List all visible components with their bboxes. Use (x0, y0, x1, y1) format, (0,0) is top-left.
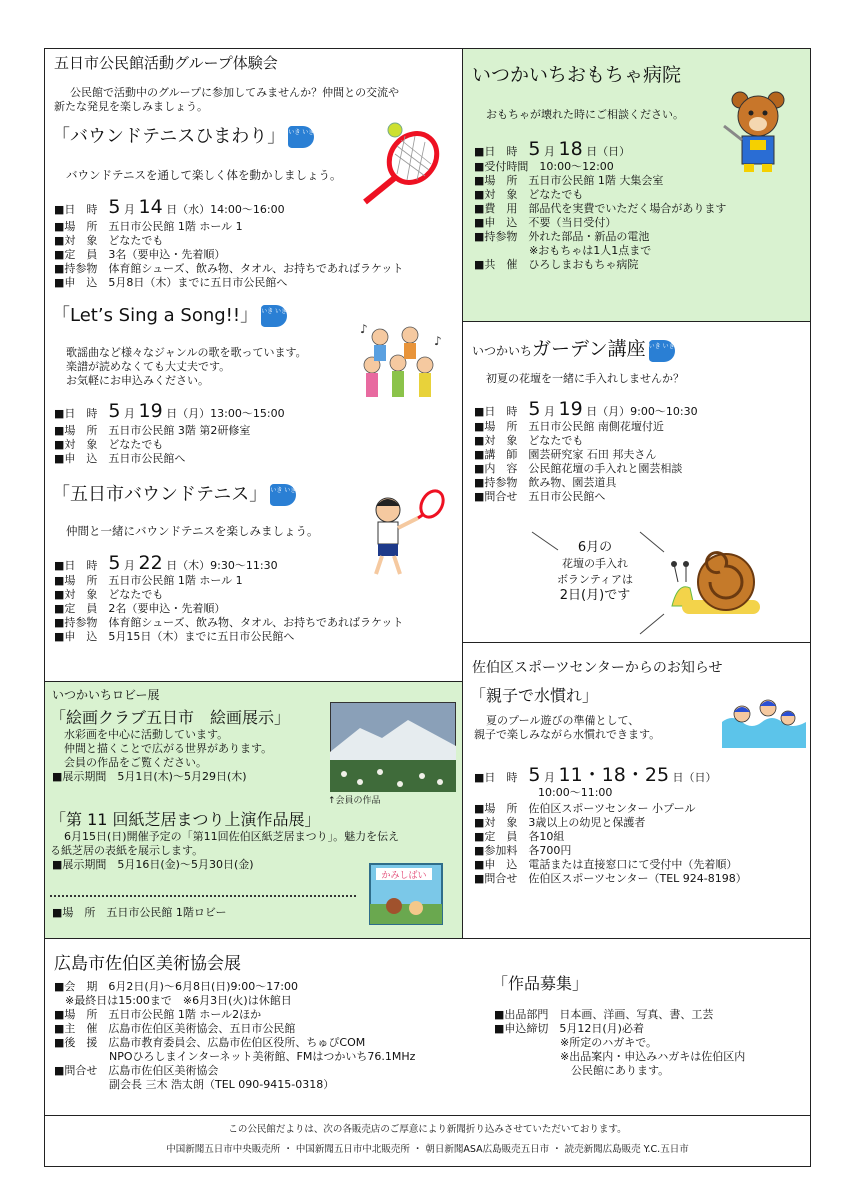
svg-text:♪: ♪ (360, 322, 368, 336)
song-desc-3: お気軽にお申込みください。 (66, 374, 209, 387)
tennis-racket-image (355, 118, 450, 208)
lobby-desc-1a: 水彩画を中心に活動しています。 (64, 728, 229, 741)
sports-row: ■場 所 佐伯区スポーツセンター 小プール (474, 802, 696, 815)
lobby-desc-1b: 仲間と描くことで広がる世界があります。 (64, 742, 273, 755)
toy-month-unit: 月 (544, 145, 555, 158)
garden-title-big: ガーデン講座 (532, 338, 646, 360)
svg-text:♪: ♪ (434, 334, 442, 348)
sports-row: ■参加料 各700円 (474, 844, 572, 857)
lobby-desc-1c: 会員の作品をご覧ください。 (64, 756, 207, 769)
tennis-desc: バウンドテニスを通して楽しく体を動かしましょう。 (66, 168, 342, 182)
garden-date (474, 398, 698, 420)
garden-day: 19 (558, 398, 583, 420)
recruit-title: 「作品募集」 (492, 974, 589, 993)
ikiiki-badge: いき いき (261, 305, 287, 327)
toy-details (474, 160, 726, 272)
art-row: 副会長 三木 浩太朗（TEL 090-9415-0318） (54, 1078, 335, 1091)
toy-date-label: ■日 時 (474, 145, 518, 158)
snail-image (668, 542, 768, 620)
toy-title: いつかいちおもちゃ病院 (472, 64, 682, 86)
sports-month-unit: 月 (544, 771, 555, 784)
recruit-row: ※所定のハガキで。 (494, 1036, 657, 1049)
toy-row: ■受付時間 10:00〜12:00 (474, 160, 614, 173)
tennis-date (54, 196, 285, 218)
footer-line-2: 中国新聞五日市中央販売所 ・ 中国新聞五日市中北販売所 ・ 朝日新聞ASA広島販売五日市 ・ 読売新聞広島販売 Y.C.五日市 (166, 1144, 689, 1155)
tennis-row: ■対 象 どなたでも (54, 234, 164, 247)
lobby-desc-2b: る紙芝居の表紙を展示します。 (50, 844, 204, 857)
sports-date (474, 760, 717, 787)
song-details (54, 424, 250, 466)
bound-title (52, 484, 296, 507)
garden-note (540, 540, 650, 604)
tennis-month: 5 (108, 196, 121, 218)
bound-details (54, 574, 403, 644)
song-day: 19 (138, 400, 163, 422)
footer-box (44, 1115, 811, 1167)
tennis-day: 14 (138, 196, 163, 218)
toy-desc: おもちゃが壊れた時にご相談ください。 (486, 108, 684, 121)
sports-row: ■問合せ 佐伯区スポーツセンター（TEL 924-8198） (474, 872, 747, 885)
recruit-row: ■申込締切 5月12日(月)必着 (494, 1022, 644, 1035)
sports-sub: 「親子で水慣れ」 (470, 686, 599, 705)
sports-details (474, 802, 747, 886)
footer-line-1: この公民館だよりは、次の各販売店のご厚意により新聞折り込みさせていただいております。 (228, 1124, 627, 1135)
bound-date (54, 552, 278, 574)
song-month-unit: 月 (124, 407, 135, 420)
ikiiki-badge: いき いき (270, 484, 296, 506)
recruit-details (494, 1008, 745, 1078)
toy-date (474, 138, 630, 160)
tennis-row: ■場 所 五日市公民館 1階 ホール 1 (54, 220, 243, 233)
song-row: ■申 込 五日市公民館へ (54, 452, 186, 465)
note-line: ボランティアは (556, 573, 634, 586)
bound-date-label: ■日 時 (54, 559, 98, 572)
lobby-period-2: ■展示期間 5月16日(金)〜5月30日(金) (52, 858, 254, 871)
bound-day-unit: 日（木）9:30〜11:30 (166, 559, 278, 572)
tennis-details (54, 220, 403, 290)
tennis-row: ■申 込 5月8日（木）までに五日市公民館へ (54, 276, 288, 289)
lobby-divider (50, 895, 356, 897)
tennis-row: ■持参物 体育館シューズ、飲み物、タオル、お持ちであればラケット (54, 262, 404, 275)
garden-date-label: ■日 時 (474, 405, 518, 418)
sports-row: ■対 象 3歳以上の幼児と保護者 (474, 816, 646, 829)
sports-title: 佐伯区スポーツセンターからのお知らせ (472, 660, 723, 676)
swimmers-image (722, 684, 806, 748)
note-line: 花壇の手入れ (562, 557, 628, 570)
song-day-unit: 日（月）13:00〜15:00 (166, 407, 285, 420)
garden-title (472, 338, 675, 362)
garden-row: ■問合せ 五日市公民館へ (474, 490, 606, 503)
recruit-row: 公民館にあります。 (494, 1064, 670, 1077)
song-desc-2: 楽譜が読めなくても大丈夫です。 (66, 360, 231, 373)
song-date-label: ■日 時 (54, 407, 98, 420)
bound-desc: 仲間と一緒にバウンドテニスを楽しみましょう。 (66, 524, 319, 538)
art-row: ■場 所 五日市公民館 1階 ホール2ほか (54, 1008, 262, 1021)
sports-desc-1: 夏のプール遊びの準備として、 (486, 714, 640, 727)
art-row: ■後 援 広島市教育委員会、広島市佐伯区役所、ちゅぴCOM (54, 1036, 366, 1049)
sports-desc-2: 親子で楽しみながら水慣れできます。 (474, 728, 661, 741)
groups-title: 五日市公民館活動グループ体験会 (54, 54, 278, 72)
garden-row: ■講 師 園芸研究家 石田 邦夫さん (474, 448, 657, 461)
song-desc-1: 歌謡曲など様々なジャンルの歌を歌っています。 (66, 346, 307, 359)
art-row: ■会 期 6月2日(月)〜6月8日(日)9:00〜17:00 (54, 980, 298, 993)
lobby-place: ■場 所 五日市公民館 1階ロビー (52, 906, 227, 919)
toy-row: ■共 催 ひろしまおもちゃ病院 (474, 258, 639, 271)
art-row: NPOひろしまインターネット美術館、FMはつかいち76.1MHz (54, 1050, 416, 1063)
tennis-player-image (360, 488, 450, 578)
lobby-desc-2a: 6月15日(日)開催予定の「第11回佐伯区紙芝居まつり」。魅力を伝え (64, 830, 400, 843)
garden-title-small: いつかいち (472, 344, 533, 358)
sports-row: ■申 込 電話または直接窓口にて受付中（先着順） (474, 858, 738, 871)
painting-image (330, 702, 456, 792)
note-line: 2日(月)です (559, 588, 631, 603)
recruit-row: ■出品部門 日本画、洋画、写真、書、工芸 (494, 1008, 714, 1021)
sports-time: 10:00〜11:00 (538, 786, 613, 799)
toy-row: ■申 込 不要（当日受付） (474, 216, 617, 229)
art-row: ■問合せ 広島市佐伯区美術協会 (54, 1064, 219, 1077)
sports-days: 11・18・25 (558, 764, 670, 786)
song-title (52, 305, 287, 328)
art-row: ■主 催 広島市佐伯区美術協会、五日市公民館 (54, 1022, 296, 1035)
toy-row: ■持参物 外れた部品・新品の電池 (474, 230, 650, 243)
song-row: ■対 象 どなたでも (54, 438, 164, 451)
bound-row: ■場 所 五日市公民館 1階 ホール 1 (54, 574, 243, 587)
garden-row: ■場 所 五日市公民館 南側花壇付近 (474, 420, 664, 433)
song-row: ■場 所 五日市公民館 3階 第2研修室 (54, 424, 251, 437)
sports-month: 5 (528, 764, 541, 786)
choir-image (350, 315, 450, 415)
groups-intro-2: 新たな発見を楽しみましょう。 (54, 100, 208, 113)
song-month: 5 (108, 400, 121, 422)
tennis-month-unit: 月 (124, 203, 135, 216)
ikiiki-badge: いき いき (288, 126, 314, 148)
toy-month: 5 (528, 138, 541, 160)
toy-row: ※おもちゃは1人1点まで (474, 244, 652, 257)
lobby-title-2: 「第 11 回紙芝居まつり上演作品展」 (50, 810, 321, 829)
sports-date-label: ■日 時 (474, 771, 518, 784)
bound-row: ■対 象 どなたでも (54, 588, 164, 601)
toy-row: ■費 用 部品代を実費でいただく場合があります (474, 202, 727, 215)
recruit-row: ※出品案内・申込みハガキは佐伯区内 (494, 1050, 746, 1063)
garden-row: ■対 象 どなたでも (474, 434, 584, 447)
kamishibai-title: かみしばい (381, 871, 427, 881)
garden-details (474, 420, 682, 504)
garden-day-unit: 日（月）9:00〜10:30 (586, 405, 698, 418)
tennis-title (52, 126, 314, 149)
song-title-text: 「Let’s Sing a Song!!」 (52, 305, 259, 326)
tennis-row: ■定 員 3名（要申込・先着順） (54, 248, 226, 261)
garden-row: ■内 容 公民館花壇の手入れと園芸相談 (474, 462, 683, 475)
sports-row: ■定 員 各10組 (474, 830, 565, 843)
song-date (54, 400, 285, 422)
art-row: ※最終日は15:00まで ※6月3日(火)は休館日 (54, 994, 292, 1007)
toy-row: ■場 所 五日市公民館 1階 大集会室 (474, 174, 664, 187)
lobby-period-1: ■展示期間 5月1日(木)〜5月29日(木) (52, 770, 247, 783)
kamishibai-image (366, 860, 446, 928)
toy-day: 18 (558, 138, 583, 160)
bound-row: ■申 込 5月15日（木）までに五日市公民館へ (54, 630, 295, 643)
garden-month-unit: 月 (544, 405, 555, 418)
tennis-day-unit: 日（水）14:00〜16:00 (166, 203, 285, 216)
garden-row: ■持参物 飲み物、園芸道具 (474, 476, 617, 489)
garden-month: 5 (528, 398, 541, 420)
toy-day-unit: 日（日） (586, 145, 631, 158)
bound-month-unit: 月 (124, 559, 135, 572)
bound-row: ■定 員 2名（要申込・先着順） (54, 602, 226, 615)
bound-month: 5 (108, 552, 121, 574)
painting-caption: ↑会員の作品 (328, 796, 381, 806)
garden-desc: 初夏の花壇を一緒に手入れしませんか？ (486, 372, 684, 385)
bound-row: ■持参物 体育館シューズ、飲み物、タオル、お持ちであればラケット (54, 616, 404, 629)
groups-intro-1: 公民館で活動中のグループに参加してみませんか？仲間との交流や (70, 86, 400, 99)
tennis-title-text: 「バウンドテニスひまわり」 (52, 126, 286, 147)
sports-day-unit: 日（日） (672, 771, 717, 784)
tennis-date-label: ■日 時 (54, 203, 98, 216)
note-line: 6月の (577, 540, 613, 555)
bound-day: 22 (138, 552, 163, 574)
bound-title-text: 「五日市バウンドテニス」 (52, 484, 268, 505)
toy-row: ■対 象 どなたでも (474, 188, 584, 201)
art-details (54, 980, 415, 1092)
art-title: 広島市佐伯区美術協会展 (54, 954, 241, 974)
ikiiki-badge: いき いき (649, 340, 675, 362)
lobby-head: いつかいちロビー展 (52, 688, 160, 702)
lobby-title-1: 「絵画クラブ五日市 絵画展示」 (50, 708, 291, 727)
